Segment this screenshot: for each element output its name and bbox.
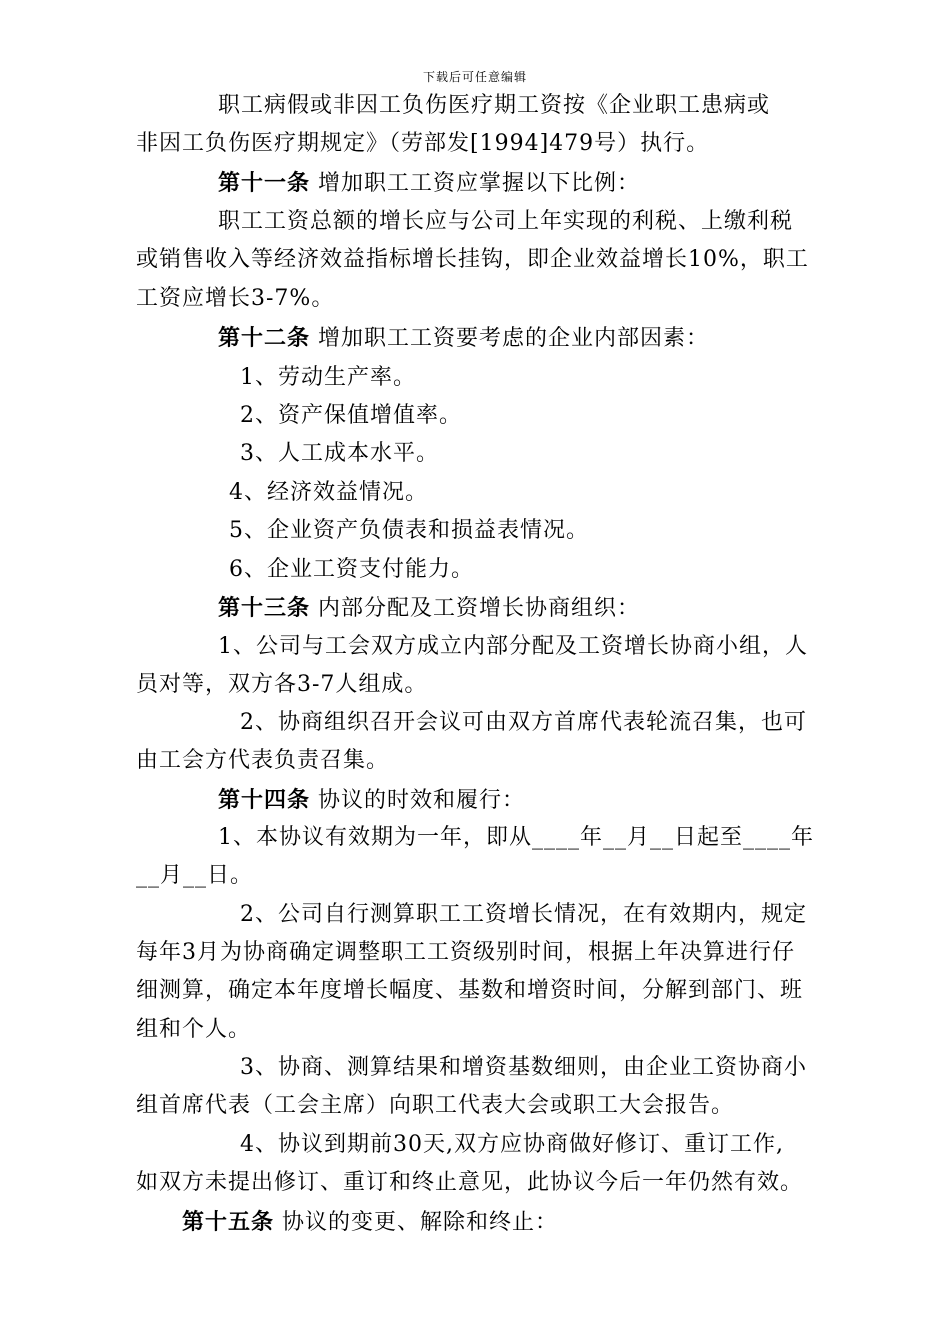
article-number: 第十三条	[218, 595, 311, 621]
article-12	[218, 320, 709, 357]
article-title: 协议的变更、解除和终止：	[274, 1210, 559, 1235]
article-14	[218, 782, 525, 819]
list-item: 3、人工成本水平。	[240, 441, 439, 466]
para-line: 员对等，双方各3-7人组成。	[136, 672, 428, 697]
para-line: 每年3月为协商确定调整职工工资级别时间，根据上年决算进行仔	[136, 940, 795, 965]
para-line: 细测算，确定本年度增长幅度、基数和增资时间，分解到部门、班	[136, 978, 804, 1003]
article-number: 第十一条	[218, 170, 311, 196]
page-header: 下载后可任意编辑	[422, 70, 527, 84]
article-number: 第十二条	[218, 325, 311, 351]
para-line: 2、公司自行测算职工工资增长情况，在有效期内，规定	[240, 902, 807, 927]
para-line: 1、本协议有效期为一年，即从____年__月__日起至____年	[218, 825, 814, 850]
list-item: 1、劳动生产率。	[240, 365, 416, 390]
para-line: __月__日。	[136, 863, 254, 888]
list-item: 6、企业工资支付能力。	[229, 557, 474, 582]
para-line: 非因工负伤医疗期规定》（劳部发[1994]479号）执行。	[136, 131, 710, 156]
para-line: 4、协议到期前30天,双方应协商做好修订、重订工作,	[240, 1132, 784, 1157]
para-line: 工资应增长3-7%。	[136, 286, 335, 311]
para-line: 组首席代表（工会主席）向职工代表大会或职工大会报告。	[136, 1093, 735, 1118]
article-number: 第十五条	[182, 1209, 275, 1235]
list-item: 2、资产保值增值率。	[240, 403, 462, 428]
list-item: 5、企业资产负债表和损益表情况。	[229, 518, 589, 543]
article-title: 内部分配及工资增长协商组织：	[310, 596, 641, 621]
para-line: 1、公司与工会双方成立内部分配及工资增长协商小组，人	[218, 634, 808, 659]
para-line: 职工病假或非因工负伤医疗期工资按《企业职工患病或	[218, 93, 771, 118]
para-line: 3、协商、测算结果和增资基数细则，由企业工资协商小	[240, 1055, 807, 1080]
article-number: 第十四条	[218, 787, 311, 813]
para-line: 职工工资总额的增长应与公司上年实现的利税、上缴利税	[218, 209, 794, 234]
para-line: 由工会方代表负责召集。	[136, 748, 390, 773]
article-11	[218, 165, 640, 202]
para-line: 或销售收入等经济效益指标增长挂钩，即企业效益增长10%，职工	[136, 247, 809, 272]
article-15	[182, 1204, 558, 1241]
article-title: 增加职工工资应掌握以下比例：	[310, 171, 641, 196]
article-title: 协议的时效和履行：	[310, 788, 526, 813]
article-13	[218, 590, 640, 627]
para-line: 组和个人。	[136, 1017, 252, 1042]
para-line: 如双方未提出修订、重订和终止意见，此协议今后一年仍然有效。	[136, 1170, 804, 1195]
para-line: 2、协商组织召开会议可由双方首席代表轮流召集，也可	[240, 710, 807, 735]
article-title: 增加职工工资要考虑的企业内部因素：	[310, 326, 710, 351]
list-item: 4、经济效益情况。	[229, 480, 428, 505]
